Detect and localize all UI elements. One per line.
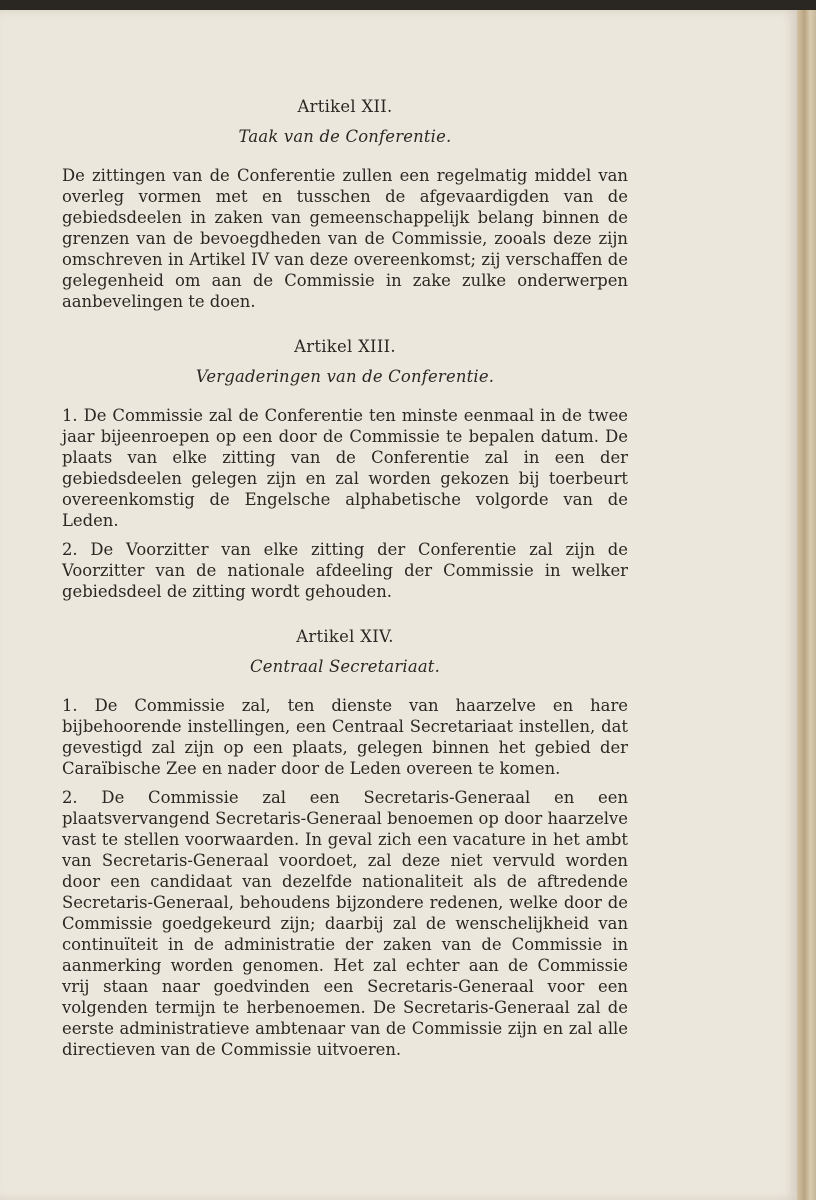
article-xii — [62, 96, 628, 312]
article-xiii-paragraph-1: 1. De Commissie zal de Conferentie ten minste eenmaal in de twee jaar bijeenroepen op een door de Commissie te bepalen datum. De plaats van elke zitting van de Conferentie zal in een der gebiedsdeelen gelegen zijn en zal worden gekozen bij toerbeurt overeenkomstig de Engelsche alphabetische volgorde van de Leden. — [62, 406, 628, 530]
article-xii-paragraph-1: De zittingen van de Conferentie zullen een regelmatig middel van overleg vormen met en tusschen de afgevaardigden van de gebiedsdeelen in zaken van gemeenschappelijk belang binnen de grenzen van de bevoegdheden van de Commissie, zooals deze zijn omschreven in Artikel IV van deze overeenkomst; zij verschaffen de gelegenheid om aan de Commissie in zake zulke onderwerpen aanbevelingen te doen. — [62, 166, 628, 311]
page-edge — [797, 10, 816, 1200]
page-body — [62, 96, 628, 1060]
article-xiii — [62, 336, 628, 602]
article-xiv-subtitle: Centraal Secretariaat. — [249, 657, 441, 676]
article-xiii-subtitle: Vergaderingen van de Conferentie. — [195, 367, 495, 386]
article-xiv-paragraph-2: 2. De Commissie zal een Secretaris-Generaal en een plaatsvervangend Secretaris-Generaal benoemen op door haarzelve vast te stellen voorwaarden. In geval zich een vacature in het ambt van Secretaris-Generaal voordoet, zal deze niet vervuld worden door een candidaat van dezelfde nationaliteit als de aftredende Secretaris-Generaal, behoudens bijzondere redenen, welke door de Commissie goedgekeurd zijn; daarbij zal de wenschelijkheid van continuïteit in de administratie der zaken van de Commissie in aanmerking worden genomen. Het zal echter aan de Commissie vrij staan naar goedvinden een Secretaris-Generaal voor een volgenden termijn te herbenoemen. De Secretaris-Generaal zal de eerste administratieve ambtenaar van de Commissie zijn en zal alle directieven van de Commissie uitvoeren. — [62, 788, 628, 1059]
article-xiv-paragraph-1: 1. De Commissie zal, ten dienste van haarzelve en hare bijbehoorende instellingen, een Centraal Secretariaat instellen, dat gevestigd zal zijn op een plaats, gelegen binnen het gebied der Caraïbische Zee en nader door de Leden overeen te komen. — [62, 696, 628, 778]
article-xiv-title: Artikel XIV. — [296, 627, 394, 646]
article-xiii-title: Artikel XIII. — [294, 337, 396, 356]
article-xii-title: Artikel XII. — [297, 97, 393, 116]
article-xiii-paragraph-2: 2. De Voorzitter van elke zitting der Conferentie zal zijn de Voorzitter van de nationale afdeeling der Commissie in welker gebiedsdeel de zitting wordt gehouden. — [62, 540, 628, 601]
article-xiv — [62, 626, 628, 1060]
article-xii-subtitle: Taak van de Conferentie. — [238, 127, 452, 146]
